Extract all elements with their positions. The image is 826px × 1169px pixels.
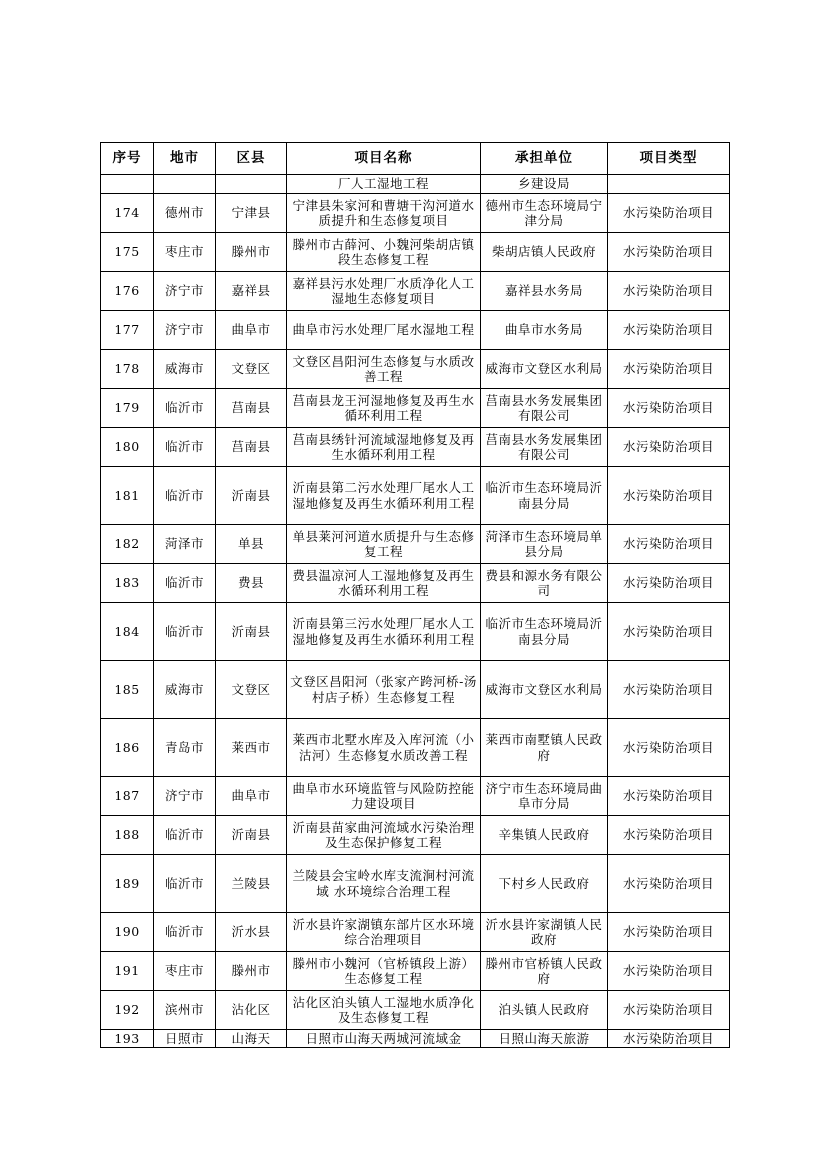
row-number: 182 [101,525,154,564]
city-cell: 威海市 [154,350,216,389]
county-cell: 莒南县 [216,428,287,467]
table-row [101,661,730,719]
project-name-cell: 莱西市北墅水库及入库河流（小沽河）生态修复水质改善工程 [287,719,481,777]
city-cell: 菏泽市 [154,525,216,564]
table-row [101,855,730,913]
table-row [101,525,730,564]
project-name-cell: 曲阜市水环境监管与风险防控能力建设项目 [287,777,481,816]
county-cell: 滕州市 [216,952,287,991]
unit-cell: 沂水县许家湖镇人民政府 [481,913,608,952]
unit-cell: 临沂市生态环境局沂南县分局 [481,603,608,661]
row-number: 180 [101,428,154,467]
project-name-cell: 宁津县朱家河和曹塘干沟河道水质提升和生态修复项目 [287,194,481,233]
county-cell: 文登区 [216,661,287,719]
project-name-cell: 沾化区泊头镇人工湿地水质净化及生态修复工程 [287,991,481,1030]
unit-cell: 威海市文登区水利局 [481,661,608,719]
type-cell: 水污染防治项目 [608,913,730,952]
county-cell: 费县 [216,564,287,603]
unit-cell: 临沂市生态环境局沂南县分局 [481,467,608,525]
county-cell: 宁津县 [216,194,287,233]
county-cell: 莒南县 [216,389,287,428]
project-name-cell: 文登区昌阳河生态修复与水质改善工程 [287,350,481,389]
city-cell: 日照市 [154,1030,216,1048]
type-cell: 水污染防治项目 [608,661,730,719]
header-no: 序号 [101,143,154,175]
type-cell: 水污染防治项目 [608,952,730,991]
project-name-cell: 费县温凉河人工湿地修复及再生水循环利用工程 [287,564,481,603]
unit-cell: 滕州市官桥镇人民政府 [481,952,608,991]
row-number: 175 [101,233,154,272]
county-cell: 沂南县 [216,603,287,661]
unit-cell: 莒南县水务发展集团有限公司 [481,428,608,467]
county-cell: 滕州市 [216,233,287,272]
row-number: 183 [101,564,154,603]
county-cell: 曲阜市 [216,311,287,350]
row-number: 181 [101,467,154,525]
type-cell: 水污染防治项目 [608,194,730,233]
type-cell: 水污染防治项目 [608,467,730,525]
project-name-cell: 兰陵县会宝岭水库支流涧村河流域 水环境综合治理工程 [287,855,481,913]
city-cell: 德州市 [154,194,216,233]
table-row [101,777,730,816]
table-row [101,816,730,855]
row-number: 179 [101,389,154,428]
project-name-cell: 厂人工湿地工程 [287,175,481,194]
city-cell: 临沂市 [154,564,216,603]
type-cell: 水污染防治项目 [608,428,730,467]
row-number: 187 [101,777,154,816]
unit-cell: 费县和源水务有限公司 [481,564,608,603]
unit-cell: 下村乡人民政府 [481,855,608,913]
table-row [101,389,730,428]
row-number: 176 [101,272,154,311]
project-name-cell: 嘉祥县污水处理厂水质净化人工湿地生态修复项目 [287,272,481,311]
project-name-cell: 滕州市小魏河（官桥镇段上游）生态修复工程 [287,952,481,991]
city-cell: 临沂市 [154,855,216,913]
type-cell [608,175,730,194]
unit-cell: 菏泽市生态环境局单县分局 [481,525,608,564]
project-name-cell: 滕州市古薛河、小魏河柴胡店镇段生态修复工程 [287,233,481,272]
row-number: 193 [101,1030,154,1048]
unit-cell: 威海市文登区水利局 [481,350,608,389]
city-cell: 临沂市 [154,428,216,467]
unit-cell: 泊头镇人民政府 [481,991,608,1030]
unit-cell: 济宁市生态环境局曲阜市分局 [481,777,608,816]
header-city: 地市 [154,143,216,175]
row-number: 174 [101,194,154,233]
city-cell: 临沂市 [154,603,216,661]
city-cell: 临沂市 [154,467,216,525]
unit-cell: 柴胡店镇人民政府 [481,233,608,272]
row-number [101,175,154,194]
table-row [101,603,730,661]
project-name-cell: 沂水县许家湖镇东部片区水环境综合治理项目 [287,913,481,952]
table-row [101,428,730,467]
city-cell: 济宁市 [154,777,216,816]
county-cell [216,175,287,194]
project-name-cell: 曲阜市污水处理厂尾水湿地工程 [287,311,481,350]
type-cell: 水污染防治项目 [608,855,730,913]
project-name-cell: 沂南县第二污水处理厂尾水人工湿地修复及再生水循环利用工程 [287,467,481,525]
row-number: 191 [101,952,154,991]
table-row [101,311,730,350]
county-cell: 沾化区 [216,991,287,1030]
city-cell: 枣庄市 [154,952,216,991]
unit-cell: 莒南县水务发展集团有限公司 [481,389,608,428]
county-cell: 山海天 [216,1030,287,1048]
row-number: 186 [101,719,154,777]
county-cell: 沂水县 [216,913,287,952]
row-number: 192 [101,991,154,1030]
city-cell [154,175,216,194]
project-name-cell: 莒南县绣针河流域湿地修复及再生水循环利用工程 [287,428,481,467]
type-cell: 水污染防治项目 [608,272,730,311]
header-project-name: 项目名称 [287,143,481,175]
city-cell: 青岛市 [154,719,216,777]
city-cell: 临沂市 [154,913,216,952]
row-number: 189 [101,855,154,913]
row-number: 184 [101,603,154,661]
type-cell: 水污染防治项目 [608,233,730,272]
city-cell: 滨州市 [154,991,216,1030]
county-cell: 兰陵县 [216,855,287,913]
city-cell: 济宁市 [154,272,216,311]
table-row [101,233,730,272]
project-name-cell: 日照市山海天两城河流域金 [287,1030,481,1048]
type-cell: 水污染防治项目 [608,311,730,350]
table-row [101,194,730,233]
project-name-cell: 沂南县第三污水处理厂尾水人工湿地修复及再生水循环利用工程 [287,603,481,661]
type-cell: 水污染防治项目 [608,777,730,816]
table-row [101,564,730,603]
unit-cell: 曲阜市水务局 [481,311,608,350]
type-cell: 水污染防治项目 [608,719,730,777]
county-cell: 曲阜市 [216,777,287,816]
county-cell: 文登区 [216,350,287,389]
unit-cell: 辛集镇人民政府 [481,816,608,855]
unit-cell: 嘉祥县水务局 [481,272,608,311]
project-name-cell: 沂南县苗家曲河流域水污染治理及生态保护修复工程 [287,816,481,855]
county-cell: 沂南县 [216,467,287,525]
projects-table [100,142,730,1048]
project-name-cell: 莒南县龙王河湿地修复及再生水循环利用工程 [287,389,481,428]
table-row [101,913,730,952]
type-cell: 水污染防治项目 [608,389,730,428]
table-row [101,175,730,194]
table-row [101,991,730,1030]
type-cell: 水污染防治项目 [608,525,730,564]
city-cell: 威海市 [154,661,216,719]
table-row [101,1030,730,1048]
project-name-cell: 单县莱河河道水质提升与生态修复工程 [287,525,481,564]
county-cell: 沂南县 [216,816,287,855]
county-cell: 单县 [216,525,287,564]
header-unit: 承担单位 [481,143,608,175]
table-row [101,719,730,777]
type-cell: 水污染防治项目 [608,991,730,1030]
row-number: 185 [101,661,154,719]
city-cell: 临沂市 [154,389,216,428]
row-number: 188 [101,816,154,855]
unit-cell: 乡建设局 [481,175,608,194]
table-row [101,952,730,991]
row-number: 177 [101,311,154,350]
type-cell: 水污染防治项目 [608,1030,730,1048]
unit-cell: 德州市生态环境局宁津分局 [481,194,608,233]
city-cell: 枣庄市 [154,233,216,272]
type-cell: 水污染防治项目 [608,603,730,661]
project-name-cell: 文登区昌阳河（张家产跨河桥-汤村店子桥）生态修复工程 [287,661,481,719]
header-row [101,143,730,175]
table-row [101,350,730,389]
unit-cell: 莱西市南墅镇人民政府 [481,719,608,777]
type-cell: 水污染防治项目 [608,564,730,603]
county-cell: 嘉祥县 [216,272,287,311]
type-cell: 水污染防治项目 [608,816,730,855]
unit-cell: 日照山海天旅游 [481,1030,608,1048]
header-type: 项目类型 [608,143,730,175]
city-cell: 临沂市 [154,816,216,855]
header-county: 区县 [216,143,287,175]
table-row [101,272,730,311]
city-cell: 济宁市 [154,311,216,350]
type-cell: 水污染防治项目 [608,350,730,389]
county-cell: 莱西市 [216,719,287,777]
row-number: 190 [101,913,154,952]
table-row [101,467,730,525]
row-number: 178 [101,350,154,389]
